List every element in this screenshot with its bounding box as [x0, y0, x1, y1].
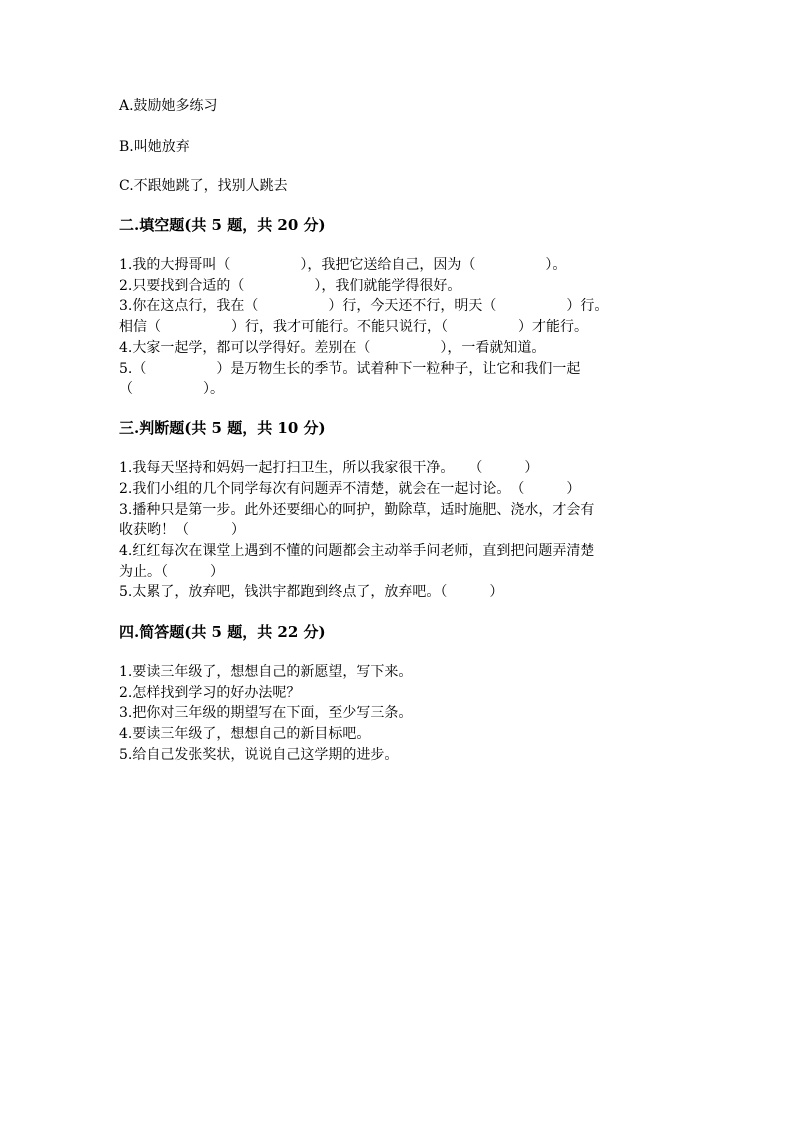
- fill-blank-question-2: 2.只要找到合适的（ ），我们就能学得很好。: [119, 278, 462, 294]
- true-false-question-4: 4.红红每次在课堂上遇到不懂的问题都会主动举手问老师，直到把问题弄清楚: [119, 543, 595, 559]
- true-false-question-4-cont: 为止。（ ）: [119, 564, 224, 580]
- short-answer-question-3: 3.把你对三年级的期望写在下面，至少写三条。: [119, 705, 413, 721]
- fill-blank-question-3-cont: 相信（ ）行，我才可能行。不能只说行，（ ）才能行。: [119, 319, 588, 335]
- short-answer-question-1: 1.要读三年级了，想想自己的新愿望，写下来。: [119, 664, 413, 680]
- fill-blank-question-4: 4.大家一起学，都可以学得好。差别在（ ），一看就知道。: [119, 340, 546, 356]
- short-answer-question-4: 4.要读三年级了，想想自己的新目标吧。: [119, 726, 371, 742]
- short-answer-question-5: 5.给自己发张奖状，说说自己这学期的进步。: [119, 747, 399, 763]
- fill-blank-question-5-cont: （ ）。: [119, 381, 224, 397]
- true-false-question-5: 5.太累了，放弃吧，钱洪宇都跑到终点了，放弃吧。（ ）: [119, 584, 504, 600]
- section-heading-fill-blank: 二.填空题(共 5 题，共 20 分): [119, 216, 326, 234]
- true-false-question-1: 1.我每天坚持和妈妈一起打扫卫生，所以我家很干净。 （ ）: [119, 460, 539, 476]
- option-c: C.不跟她跳了，找别人跳去: [119, 178, 288, 194]
- fill-blank-question-3: 3.你在这点行，我在（ ）行，今天还不行，明天（ ）行。: [119, 298, 609, 314]
- option-a: A.鼓励她多练习: [119, 98, 218, 114]
- section-heading-true-false: 三.判断题(共 5 题，共 10 分): [119, 419, 326, 437]
- option-b: B.叫她放弃: [119, 139, 190, 155]
- fill-blank-question-1: 1.我的大拇哥叫（ ），我把它送给自己，因为（ ）。: [119, 257, 567, 273]
- fill-blank-question-5: 5.（ ）是万物生长的季节。试着种下一粒种子，让它和我们一起: [119, 361, 581, 377]
- true-false-question-2: 2.我们小组的几个同学每次有问题弄不清楚，就会在一起讨论。 （ ）: [119, 481, 581, 497]
- true-false-question-3-cont: 收获哟！（ ）: [119, 522, 245, 538]
- section-heading-short-answer: 四.简答题(共 5 题，共 22 分): [119, 623, 326, 641]
- short-answer-question-2: 2.怎样找到学习的好办法呢？: [119, 685, 301, 701]
- true-false-question-3: 3.播种只是第一步。此外还要细心的呵护，勤除草，适时施肥、浇水，才会有: [119, 502, 595, 518]
